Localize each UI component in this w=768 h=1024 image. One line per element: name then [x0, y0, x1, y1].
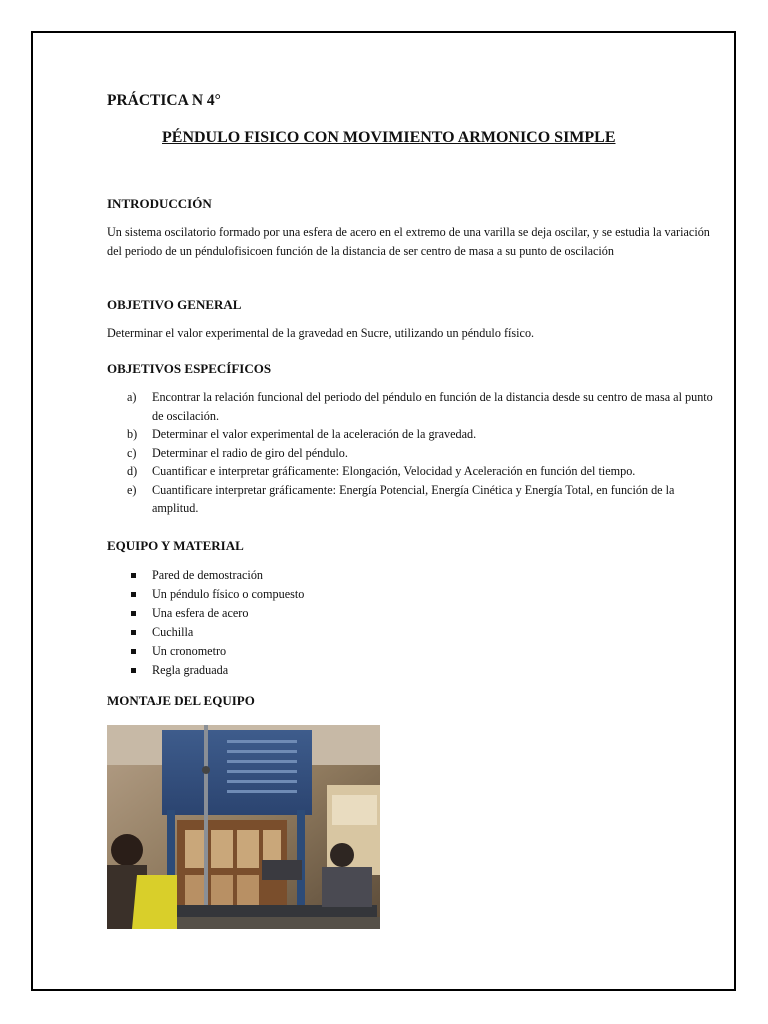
general-objective-heading: OBJETIVO GENERAL [107, 297, 242, 312]
square-bullet-icon [131, 630, 136, 635]
specific-objectives-list [107, 388, 715, 518]
equipment-heading: EQUIPO Y MATERIAL [107, 538, 244, 553]
equipment-photo [107, 725, 380, 929]
introduction-heading: INTRODUCCIÓN [107, 196, 212, 211]
introduction-section [107, 196, 715, 260]
practice-label: PRÁCTICA N 4° [107, 92, 221, 109]
introduction-text: Un sistema oscilatorio formado por una esfera de acero en el extremo de una varilla se deja oscilar, y se estudia la variación del periodo de un péndulofisicoen función de la distancia de ser centro de masa a su punto de oscilación [107, 225, 710, 258]
list-marker: e) [127, 482, 137, 497]
general-objective-text: Determinar el valor experimental de la gravedad en Sucre, utilizando un péndulo físico. [107, 326, 535, 340]
list-item-text: Cuantificar e interpretar gráficamente: Elongación, Velocidad y Aceleración en función del tiempo. [152, 464, 636, 478]
list-item-text: Regla graduada [152, 663, 229, 677]
list-item [107, 604, 715, 623]
list-item [107, 462, 715, 481]
square-bullet-icon [131, 592, 136, 597]
document-body [107, 92, 715, 708]
list-item [107, 566, 715, 585]
general-objective-section [107, 297, 715, 343]
square-bullet-icon [131, 668, 136, 673]
square-bullet-icon [131, 573, 136, 578]
list-item [107, 425, 715, 444]
list-item-text: Cuantificare interpretar gráficamente: Energía Potencial, Energía Cinética y Energía Total, en función de la amplitud. [152, 482, 675, 515]
specific-objectives-section [107, 361, 715, 518]
list-item-text: Un cronometro [152, 644, 227, 658]
list-item-text: Una esfera de acero [152, 606, 249, 620]
list-item [107, 444, 715, 463]
setup-section [107, 693, 715, 709]
setup-heading: MONTAJE DEL EQUIPO [107, 693, 255, 708]
list-marker: b) [127, 427, 138, 441]
list-item-text: Encontrar la relación funcional del periodo del péndulo en función de la distancia desde su centro de masa al punto de oscilación. [152, 390, 713, 423]
list-item [107, 661, 715, 680]
list-marker: a) [127, 390, 137, 404]
specific-objectives-heading: OBJETIVOS ESPECÍFICOS [107, 361, 272, 376]
list-marker: d) [127, 464, 138, 478]
list-marker: c) [127, 445, 137, 460]
list-item [107, 585, 715, 604]
square-bullet-icon [131, 611, 136, 616]
list-item-text: Determinar el radio de giro del péndulo. [152, 445, 348, 460]
equipment-section [107, 538, 715, 680]
document-title: PÉNDULO FISICO CON MOVIMIENTO ARMONICO SIMPLE [162, 129, 616, 146]
list-item [107, 481, 715, 518]
square-bullet-icon [131, 649, 136, 654]
list-item-text: Un péndulo físico o compuesto [152, 587, 305, 601]
list-item [107, 642, 715, 661]
list-item-text: Determinar el valor experimental de la aceleración de la gravedad. [152, 427, 477, 441]
list-item-text: Pared de demostración [152, 568, 264, 582]
list-item-text: Cuchilla [152, 625, 194, 639]
equipment-list [107, 566, 715, 680]
list-item [107, 388, 715, 425]
list-item [107, 623, 715, 642]
